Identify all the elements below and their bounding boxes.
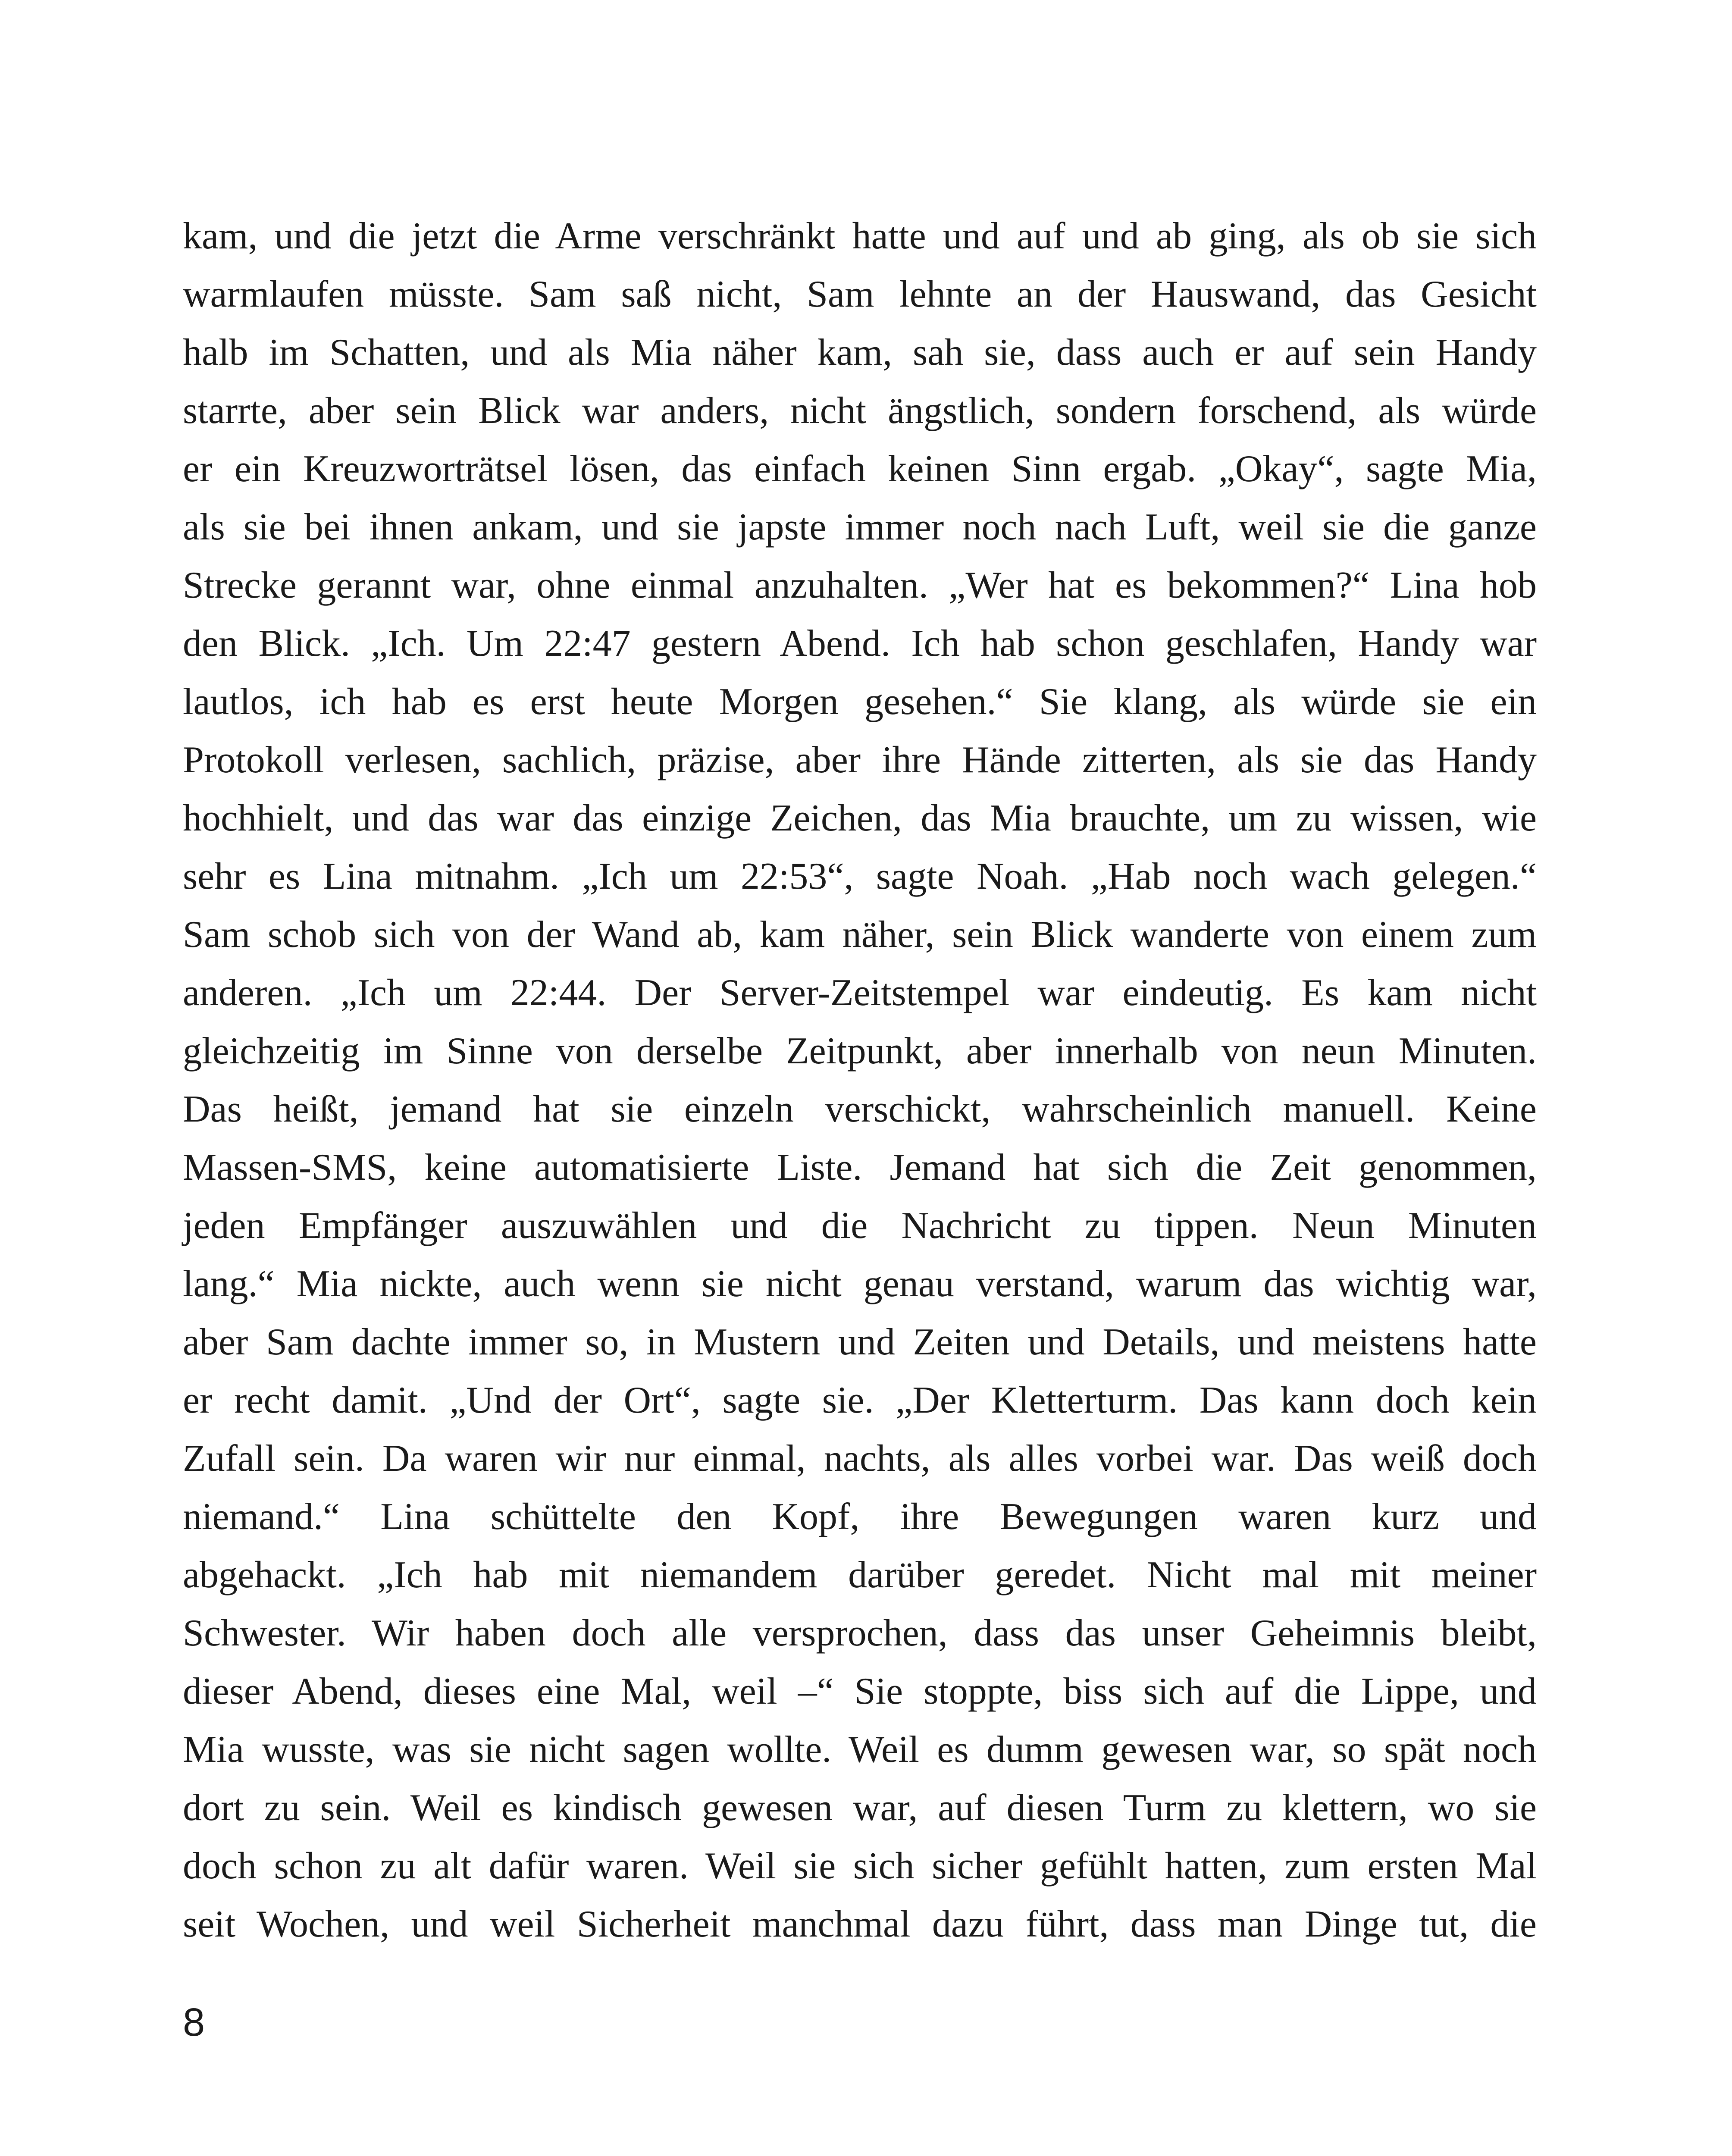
text-line: hochhielt, und das war das einzige Zeichen, das Mia brauchte, um zu wissen, wie bbox=[183, 797, 1537, 839]
text-line: Strecke gerannt war, ohne einmal anzuhalten. „Wer hat es bekommen?“ Lina hob bbox=[183, 564, 1537, 606]
text-line: den Blick. „Ich. Um 22:47 gestern Abend. Ich hab schon geschlafen, Handy war bbox=[183, 623, 1537, 664]
text-line: dort zu sein. Weil es kindisch gewesen war, auf diesen Turm zu klettern, wo sie bbox=[183, 1787, 1537, 1829]
text-line: er ein Kreuzworträtsel lösen, das einfach keinen Sinn ergab. „Okay“, sagte Mia, bbox=[183, 448, 1537, 490]
body-text bbox=[183, 207, 1537, 1953]
text-line: als sie bei ihnen ankam, und sie japste immer noch nach Luft, weil sie die ganze bbox=[183, 506, 1537, 548]
text-line: niemand.“ Lina schüttelte den Kopf, ihre Bewegungen waren kurz und bbox=[183, 1496, 1537, 1538]
text-line: Protokoll verlesen, sachlich, präzise, aber ihre Hände zitterten, als sie das Handy bbox=[183, 739, 1537, 781]
text-line: Schwester. Wir haben doch alle versprochen, dass das unser Geheimnis bleibt, bbox=[183, 1612, 1537, 1654]
text-line: Zufall sein. Da waren wir nur einmal, nachts, als alles vorbei war. Das weiß doch bbox=[183, 1438, 1537, 1479]
text-line: dieser Abend, dieses eine Mal, weil –“ Sie stoppte, biss sich auf die Lippe, und bbox=[183, 1670, 1537, 1712]
text-line: starrte, aber sein Blick war anders, nicht ängstlich, sondern forschend, als würde bbox=[183, 390, 1537, 432]
text-line: aber Sam dachte immer so, in Mustern und Zeiten und Details, und meistens hatte bbox=[183, 1321, 1537, 1363]
text-line: Das heißt, jemand hat sie einzeln verschickt, wahrscheinlich manuell. Keine bbox=[183, 1088, 1537, 1130]
text-line: abgehackt. „Ich hab mit niemandem darüber geredet. Nicht mal mit meiner bbox=[183, 1554, 1537, 1596]
text-line: sehr es Lina mitnahm. „Ich um 22:53“, sagte Noah. „Hab noch wach gelegen.“ bbox=[183, 856, 1537, 897]
text-line: Massen-SMS, keine automatisierte Liste. Jemand hat sich die Zeit genommen, bbox=[183, 1147, 1537, 1188]
text-line: lang.“ Mia nickte, auch wenn sie nicht genau verstand, warum das wichtig war, bbox=[183, 1263, 1537, 1305]
text-line: halb im Schatten, und als Mia näher kam, sah sie, dass auch er auf sein Handy bbox=[183, 332, 1537, 373]
text-line: kam, und die jetzt die Arme verschränkt hatte und auf und ab ging, als ob sie sich bbox=[183, 215, 1537, 257]
text-line: warmlaufen müsste. Sam saß nicht, Sam lehnte an der Hauswand, das Gesicht bbox=[183, 273, 1537, 315]
text-line: Sam schob sich von der Wand ab, kam näher, sein Blick wanderte von einem zum bbox=[183, 914, 1537, 956]
text-line: Mia wusste, was sie nicht sagen wollte. Weil es dumm gewesen war, so spät noch bbox=[183, 1729, 1537, 1771]
text-line: jeden Empfänger auszuwählen und die Nachricht zu tippen. Neun Minuten bbox=[183, 1205, 1537, 1247]
text-line: anderen. „Ich um 22:44. Der Server-Zeitstempel war eindeutig. Es kam nicht bbox=[183, 972, 1537, 1014]
text-line: gleichzeitig im Sinne von derselbe Zeitpunkt, aber innerhalb von neun Minuten. bbox=[183, 1030, 1537, 1072]
page-number: 8 bbox=[183, 2000, 205, 2044]
text-line: seit Wochen, und weil Sicherheit manchmal dazu führt, dass man Dinge tut, die bbox=[183, 1903, 1537, 1945]
text-line: lautlos, ich hab es erst heute Morgen gesehen.“ Sie klang, als würde sie ein bbox=[183, 681, 1537, 723]
text-line: er recht damit. „Und der Ort“, sagte sie. „Der Kletterturm. Das kann doch kein bbox=[183, 1379, 1537, 1421]
text-line: doch schon zu alt dafür waren. Weil sie sich sicher gefühlt hatten, zum ersten Mal bbox=[183, 1845, 1537, 1887]
